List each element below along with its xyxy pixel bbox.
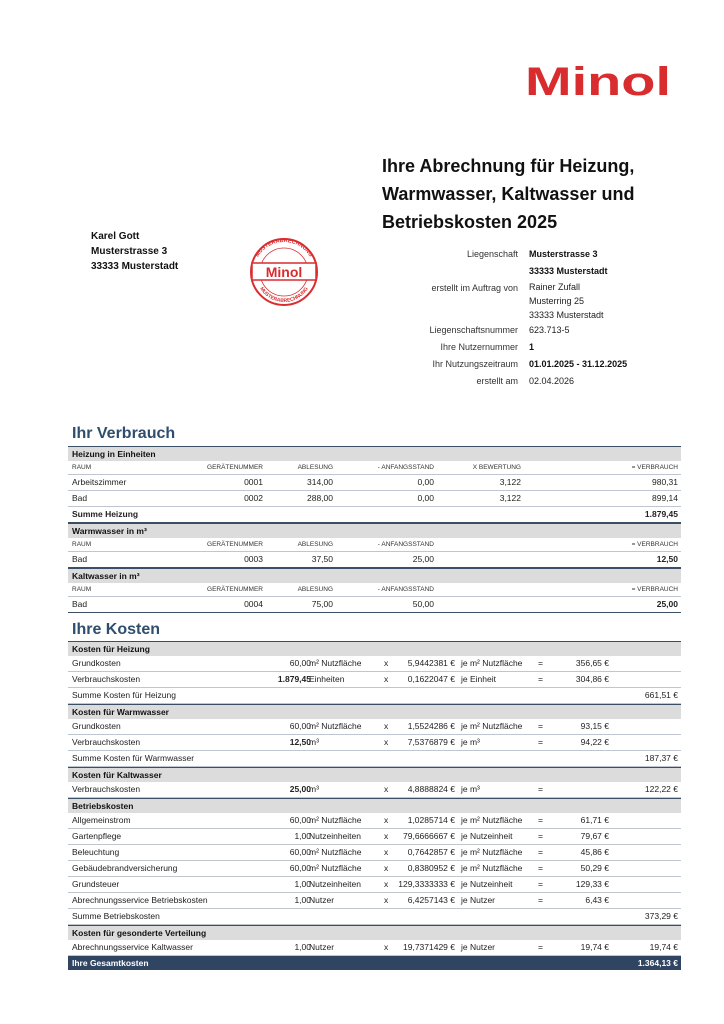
meta-property — [382, 246, 682, 280]
table-row: Abrechnungsservice Kaltwasser 1,00 Nutzer x 19,7371429 € je Nutzer = 19,74 € 19,74 € — [68, 940, 681, 956]
meta-period: Ihr Nutzungszeitraum 01.01.2025 - 31.12.2025 — [432, 359, 628, 369]
operating-costs-sum-row: Summe Betriebskosten 373,29 € — [68, 909, 681, 925]
total-costs-value: 1.364,13 € — [637, 958, 678, 968]
consumption-table — [68, 446, 681, 613]
table-row: Gebäudebrandversicherung 60,00 m² Nutzfläche x 0,8380952 € je m² Nutzfläche = 50,29 € — [68, 861, 681, 877]
svg-text:MUSTERABRECHNUNG — [258, 286, 309, 304]
table-row: Bad 0003 37,50 25,00 12,50 — [68, 552, 681, 568]
meta-user-number: Ihre Nutzernummer 1 — [440, 342, 535, 352]
stamp-bottom-text: MUSTERABRECHNUNG — [258, 286, 310, 305]
table-row: Verbrauchskosten 12,50 m³ x 7,5376879 € je m³ = 94,22 € — [68, 735, 681, 751]
meta-client-name: Rainer Zufall — [529, 282, 581, 292]
table-column-headers: RAUM GERÄTENUMMER ABLESUNG - ANFANGSSTAND = VERBRAUCH — [68, 583, 681, 597]
title-line-2: Warmwasser, Kaltwasser und — [382, 184, 635, 204]
table-row: Gartenpflege 1,00 Nutzeinheiten x 79,6666667 € je Nutzeinheit = 79,67 € — [68, 829, 681, 845]
cold-water-header: Kaltwasser in m³ — [68, 568, 681, 583]
stamp-top-text: MUSTERABRECHNUNG — [254, 237, 314, 259]
recipient-city: 33333 Musterstadt — [91, 261, 179, 272]
table-row: Grundkosten 60,00 m² Nutzfläche x 1,5524286 € je m² Nutzfläche = 93,15 € — [68, 719, 681, 735]
meta-property-number: Liegenschaftsnummer 623.713-5 — [429, 325, 570, 335]
table-row: Allgemeinstrom 60,00 m² Nutzfläche x 1,0285714 € je m² Nutzfläche = 61,71 € — [68, 813, 681, 829]
consumption-heading: Ihr Verbrauch — [72, 425, 176, 442]
title-line-3: Betriebskosten 2025 — [382, 212, 558, 232]
heating-sum-row: Summe Heizung 1.879,45 — [68, 507, 681, 523]
warm-costs-sum-row: Summe Kosten für Warmwasser 187,37 € — [68, 751, 681, 767]
stamp-center-text: Minol — [265, 264, 303, 280]
heating-units-header: Heizung in Einheiten — [68, 446, 681, 461]
table-row: Bad 0002 288,00 0,00 3,122 899,14 — [68, 491, 681, 507]
table-row: Verbrauchskosten 1.879,45 Einheiten x 0,1622047 € je Einheit = 304,86 € — [68, 672, 681, 688]
table-column-headers: RAUM GERÄTENUMMER ABLESUNG - ANFANGSSTAND = VERBRAUCH — [68, 538, 681, 552]
meta-property-city: 33333 Musterstadt — [529, 266, 608, 276]
meta-property-label: Liegenschaft — [466, 249, 518, 259]
meta-client — [382, 280, 682, 322]
warm-water-header: Warmwasser in m³ — [68, 523, 681, 538]
table-row: Bad 0004 75,00 50,00 25,00 — [68, 597, 681, 613]
costs-table — [68, 641, 681, 970]
table-row: Arbeitszimmer 0001 314,00 0,00 3,122 980,31 — [68, 475, 681, 491]
meta-property-street: Musterstrasse 3 — [529, 249, 598, 259]
table-row: Verbrauchskosten 25,00 m³ x 4,8888824 € je m³ = 122,22 € — [68, 782, 681, 798]
recipient-name: Karel Gott — [91, 231, 140, 242]
meta-client-city: 33333 Musterstadt — [529, 310, 604, 320]
meta-created: erstellt am 02.04.2026 — [476, 376, 575, 386]
cold-costs-header: Kosten für Kaltwasser — [68, 767, 681, 782]
recipient-address — [91, 229, 178, 274]
total-costs-row — [68, 956, 681, 970]
billing-meta — [382, 246, 682, 390]
separate-costs-header: Kosten für gesonderte Verteilung — [68, 925, 681, 940]
table-row: Grundkosten 60,00 m² Nutzfläche x 5,9442381 € je m² Nutzfläche = 356,65 € — [68, 656, 681, 672]
meta-client-street: Musterring 25 — [529, 296, 585, 306]
recipient-street: Musterstrasse 3 — [91, 246, 168, 257]
table-column-headers: RAUM GERÄTENUMMER ABLESUNG - ANFANGSSTAND X BEWERTUNG = VERBRAUCH — [68, 461, 681, 475]
title-line-1: Ihre Abrechnung für Heizung, — [382, 156, 635, 176]
operating-costs-header: Betriebskosten — [68, 798, 681, 813]
sample-stamp — [244, 236, 324, 306]
heating-costs-sum-row: Summe Kosten für Heizung 661,51 € — [68, 688, 681, 704]
total-costs-label: Ihre Gesamtkosten — [72, 958, 149, 968]
logo-text: Minol — [525, 62, 671, 100]
heating-costs-header: Kosten für Heizung — [68, 641, 681, 656]
warm-costs-header: Kosten für Warmwasser — [68, 704, 681, 719]
table-row: Beleuchtung 60,00 m² Nutzfläche x 0,7642857 € je m² Nutzfläche = 45,86 € — [68, 845, 681, 861]
document-title — [382, 152, 702, 236]
meta-client-label: erstellt im Auftrag von — [431, 283, 518, 293]
table-row: Abrechnungsservice Betriebskosten 1,00 Nutzer x 6,4257143 € je Nutzer = 6,43 € — [68, 893, 681, 909]
costs-heading: Ihre Kosten — [72, 621, 161, 638]
minol-logo — [525, 62, 673, 100]
table-row: Grundsteuer 1,00 Nutzeinheiten x 129,3333333 € je Nutzeinheit = 129,33 € — [68, 877, 681, 893]
